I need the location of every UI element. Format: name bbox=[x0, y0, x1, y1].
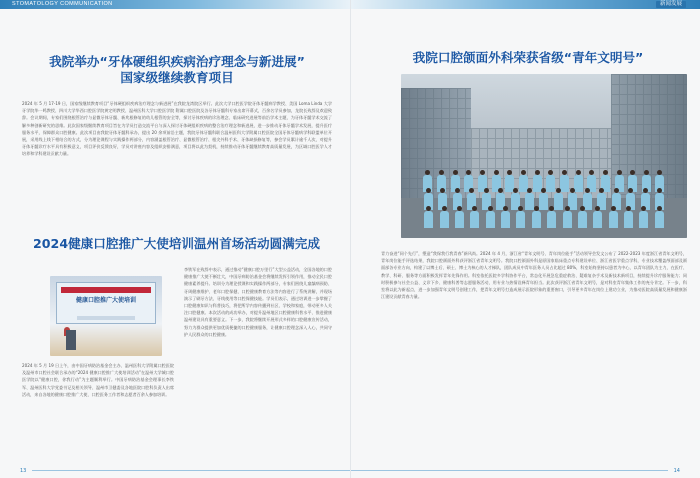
screen-footer bbox=[77, 316, 135, 320]
article1-body: 2024 年 5 月 17-19 日，国家级继续教育项目“牙体硬组织疾病治疗理念与新进展”在我院龙湾院区举行。此次大学口腔医学院牙体牙髓病学教授、美国 Loma Linda 大学牙学院华一鸣教授、四川大学华西口腔医学院黄定明教授、温州医科大学口腔医学院 附属口腔医院及各牙体牙髓科专家出席开幕式，百余名学员参加，龙院长致辞及欢迎致辞。会议期间，专家们围绕根管治疗与显微牙体牙髓、新兆根修复的幼儿根管的安全等，探讨牙体疾病的诊治理念、临床研究进展等前沿学术主题，为牙体牙髓学术交流了解多种创新研究的思维。此次国家级继续教育项目旨在为学员打造交流平台与深入探讨牙体硬组织疾病的整合治疗理念和新进展，进一步推动牙体牙髓学术发展，提升医疗服务水平，保障群众口腔健康。此次项目由我院牙体牙髓科承办，提出 20 余项前沿主题，我院牙体牙髓科联合温州医科大学附属口腔医院全国牙体牙髓病学科联盟单位开展，采用线上线下相结合的方式，分为理论课程与实践操作两部分，内容涵盖根管治疗、显微根管治疗、根尖外科手术、牙体缺损修复等，参会学员累计逾千人次，对提升牙体牙髓诊疗水平具有积极意义，项目评价反馈良好，学员对讲座内容及组织安排满意，项目将以此为契机，持续推动牙体牙髓继续教育高质量发展，为区域口腔医学人才培养和学科建设贡献力量。 bbox=[22, 101, 332, 157]
article3-body: 青力奋进“同个先行”，塑造“我保我行我青春”新风尚。2024 年 4 月，浙江省“青年文明号、青年岗位能手”活动领导会发文公布了 2022-2023 年度浙江省青年文明号，青年岗位能手评选结果，我院口腔颌面外科获评浙江省青年文明号。我院口腔颌面外科是原国家临床重点专科建设单位、浙江省医学重点学科，专业技术覆盖颅面部及颌面部各专业方向，构建了以博士后、硕士、博士为核心的人才梯队，团队成员中青年医务人员占比超过 80%，科室始终坚持以患者为中心，以青年团队为主力，在医疗、教学、科研、服务等方面积极发挥青年先锋作用。科室依托医院多学科协作平台，常态化开展急危重症救治、疑难复杂手术及新技术新项目，持续提升诊疗服务能力；同时积极参与社会公益、义诊下乡、健康科普等志愿服务活动，用专业与热情诠释青年担当。此次获评浙江省青年文明号，是对科室青年集体工作的充分肯定。下一步，科室将以此为新起点，进一步加强青年文明号创建工作，把青年文明号打造成展示医院形象的重要窗口，引导更多青年在岗位上建功立业，为推动医院高质量发展和健康浙江建设贡献青春力量。 bbox=[381, 251, 687, 300]
footer-rule bbox=[32, 470, 350, 471]
article2-photo bbox=[50, 276, 162, 356]
article2-title: 2024健康口腔推广大使培训温州首场活动圆满完成 bbox=[33, 236, 320, 251]
article3-title: 我院口腔颌面外科荣获省级“青年文明号” bbox=[412, 50, 644, 65]
left-page-number: 13 bbox=[20, 468, 27, 474]
staff-group bbox=[421, 170, 667, 230]
right-page bbox=[350, 0, 700, 478]
article2-body-left: 2024 年 5 月 19 日上午，由中国牙病防治基金会主办、温州医科大学附属口腔医院及温州市口腔社会联合承办的“2024 健康口腔推广大使培训活动”在温州大学城口腔医学院以“健康口腔，你我行动”为主题顺利举行。中国牙病防治基金会理事长李铁军、温州医科大学党委书记及相关领导、温州市卫健委及各地医院口腔科负责人出席活动，来自各地的健康口腔推广大使、口腔医务工作者和志愿者百余人参加培训。 bbox=[22, 363, 174, 397]
section-tag: 新闻发展 bbox=[656, 1, 686, 8]
stage-screen bbox=[56, 282, 156, 324]
article1-title-line1: 我院举办“牙体硬组织疾病治疗理念与新进展” bbox=[49, 54, 305, 69]
article2-body-right: 李铁军在致辞中表示，通过推动“健康口腔万里行”大型公益活动，全国各地的口腔健康推广大使不断壮大，中国牙病防治基金会将继续发挥引领作用，推动全民口腔健康素养提升。培训分为理论授课和实践操作两部分，专家们围绕儿童龋病预防、牙周健康维护、老年口腔保健、口腔健康教育方法等内容进行了系统讲解，并现场演示了刷牙方法、牙线使用等口腔保健技能。学员们表示，通过培训进一步掌握了口腔健康知识与科普技巧，将把所学内容传播到社区、学校和家庭，带动更多人关注口腔健康。本次活动的成功举办，对提升温州地区口腔健康科普水平、推进健康温州建设具有重要意义。下一步，我院将继续开展形式多样的口腔健康宣传活动，努力为群众提供更加优质便捷的口腔健康服务，让健康口腔理念深入人心，共同守护人民群众的口腔健康。 bbox=[184, 267, 332, 337]
lectern bbox=[66, 330, 76, 350]
footer-rule-right bbox=[351, 470, 668, 471]
header-band-right bbox=[351, 0, 700, 9]
screen-title: 健康口腔推广大使培训 bbox=[75, 297, 136, 304]
right-page-number: 14 bbox=[673, 468, 680, 474]
article1-title bbox=[22, 54, 332, 86]
screen-banner bbox=[61, 287, 151, 293]
journal-name: STOMATOLOGY COMMUNICATION bbox=[12, 1, 113, 7]
group-photo bbox=[401, 74, 687, 238]
article1-title-line2: 国家级继续教育项目 bbox=[120, 70, 234, 85]
